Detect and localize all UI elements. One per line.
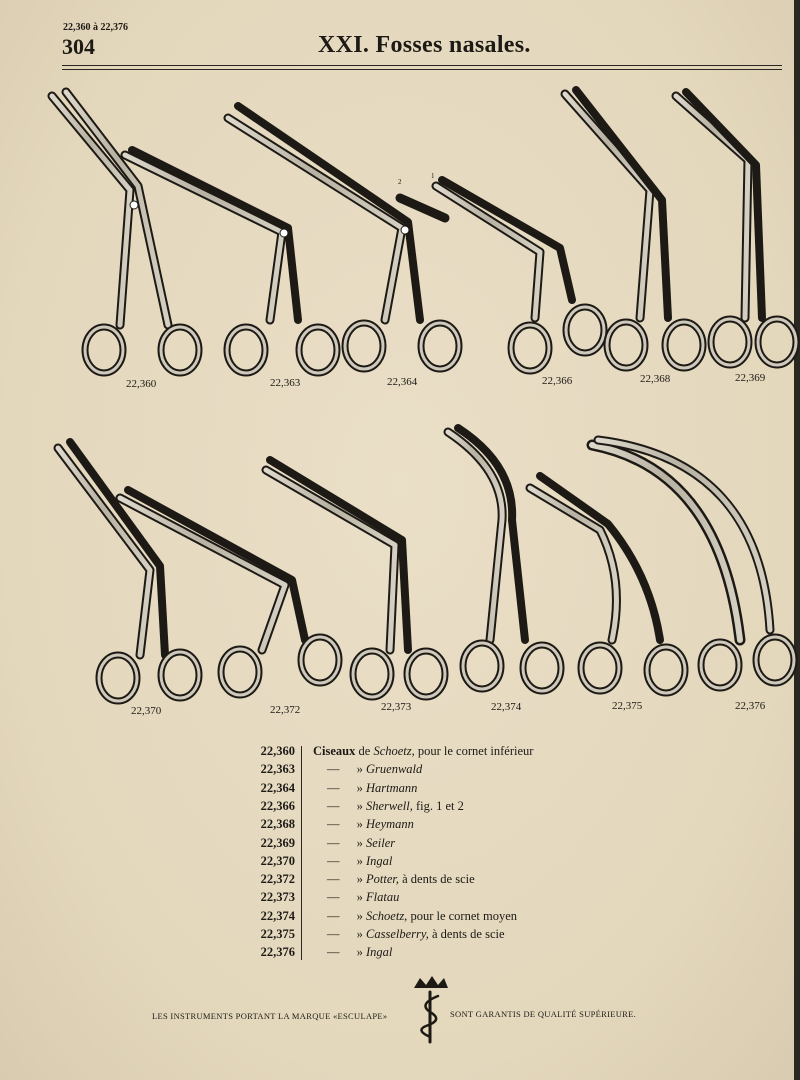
item-number: 22,364 xyxy=(260,780,295,795)
item-description: — » Ingal xyxy=(327,853,393,868)
figure-label: 22,364 xyxy=(387,376,418,388)
figure-label: 22,372 xyxy=(270,704,301,716)
item-number: 22,376 xyxy=(260,945,295,960)
item-number: 22,363 xyxy=(260,762,295,777)
figure-label: 22,369 xyxy=(735,372,766,384)
scissors-22374-illustration xyxy=(448,428,561,691)
item-description: — » Hartmann xyxy=(327,780,418,795)
figure-label: 22,375 xyxy=(612,700,643,712)
item-description: Ciseaux de Schoetz, pour le cornet inférieur xyxy=(313,744,534,758)
fig-number-label: 1 xyxy=(431,172,435,180)
footer-left-text: LES INSTRUMENTS PORTANT LA MARQUE «ESCULAPE» xyxy=(152,1011,388,1021)
item-description: — » Ingal xyxy=(327,945,393,960)
page-title: XXI. Fosses nasales. xyxy=(318,32,531,58)
scissors-22376-illustration xyxy=(592,440,794,688)
scissors-22368-illustration xyxy=(565,90,703,368)
item-number: 22,360 xyxy=(260,744,295,758)
page-number: 304 xyxy=(62,34,95,59)
figure-label: 22,373 xyxy=(381,701,412,713)
figure-label: 22,366 xyxy=(542,375,573,387)
item-number: 22,370 xyxy=(260,853,295,868)
item-description: — » Heymann xyxy=(327,817,414,832)
item-description: — » Flatau xyxy=(327,890,400,905)
figure-label: 22,360 xyxy=(126,378,157,390)
item-number: 22,375 xyxy=(260,927,295,941)
esculape-caduceus-logo xyxy=(414,976,448,1042)
item-description: — » Schoetz, pour le cornet moyen xyxy=(327,908,517,923)
item-number: 22,374 xyxy=(260,908,295,923)
scissors-22366-illustration xyxy=(400,180,604,371)
figure-label: 22,376 xyxy=(735,700,766,712)
fig-number-label: 2 xyxy=(398,178,402,186)
figure-label: 22,374 xyxy=(491,701,522,713)
item-number: 22,373 xyxy=(260,890,295,905)
scissors-22364-illustration xyxy=(228,106,459,369)
figure-label: 22,368 xyxy=(640,373,671,385)
scissors-22372-illustration xyxy=(120,490,339,695)
item-number: 22,368 xyxy=(260,817,295,832)
page-range: 22,360 à 22,376 xyxy=(63,22,128,33)
scissors-22370-illustration xyxy=(58,442,199,701)
footer-right-text: SONT GARANTIS DE QUALITÉ SUPÉRIEURE. xyxy=(450,1009,637,1019)
figure-label: 22,370 xyxy=(131,705,162,717)
item-number: 22,372 xyxy=(260,872,295,887)
item-number: 22,369 xyxy=(260,835,295,850)
figure-label: 22,363 xyxy=(270,377,301,389)
item-number: 22,366 xyxy=(260,798,295,813)
item-description: — » Gruenwald xyxy=(327,762,423,777)
item-description: — » Seiler xyxy=(327,835,396,850)
item-description: — » Potter, à dents de scie xyxy=(327,872,475,887)
legend-divider xyxy=(301,746,302,960)
item-description: — » Sherwell, fig. 1 et 2 xyxy=(327,798,464,813)
scissors-22360-illustration xyxy=(52,92,199,373)
item-description: — » Casselberry, à dents de scie xyxy=(327,927,505,941)
scissors-22375-illustration xyxy=(530,476,685,693)
